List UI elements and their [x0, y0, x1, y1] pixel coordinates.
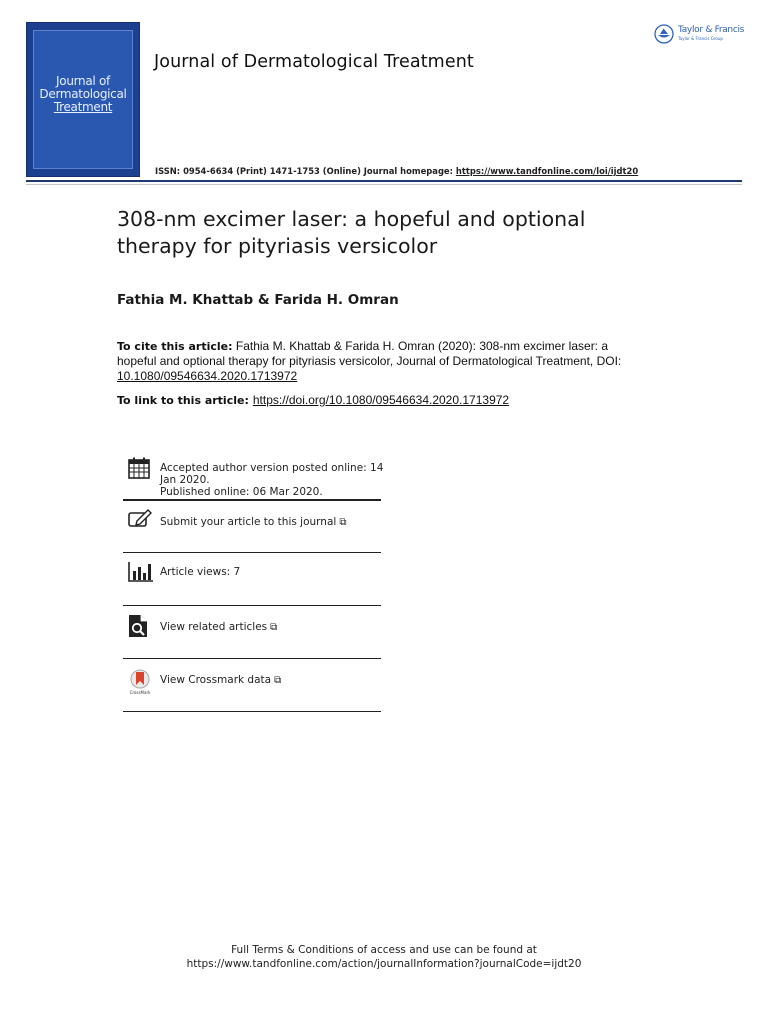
issn-line: ISSN: 0954-6634 (Print) 1471-1753 (Online) Journal homepage: https://www.tandfonline.com/loi/ijdt20 [155, 166, 639, 176]
article-authors: Fathia M. Khattab & Farida H. Omran [117, 292, 399, 308]
terms-link[interactable]: https://www.tandfonline.com/action/journalInformation?journalCode=ijdt20 [186, 958, 582, 970]
submit-article-link[interactable]: Submit your article to this journal ⧉ [160, 516, 347, 528]
external-link-icon: ⧉ [339, 517, 347, 528]
bar-chart-icon [128, 562, 154, 582]
article-views[interactable]: Article views: 7 [160, 566, 241, 578]
publisher-name: Taylor & Francis [678, 25, 745, 35]
divider [123, 605, 381, 606]
external-link-icon: ⧉ [274, 675, 282, 686]
divider [123, 711, 381, 712]
published-date: Published online: 06 Mar 2020. [160, 486, 323, 498]
tf-boat-icon [654, 24, 674, 44]
header-rule-secondary [26, 184, 742, 185]
crossmark-link[interactable]: View Crossmark data ⧉ [160, 674, 282, 686]
related-articles-link[interactable]: View related articles ⧉ [160, 621, 278, 633]
journal-title[interactable]: Journal of Dermatological Treatment [154, 52, 474, 72]
crossmark-icon [126, 668, 154, 696]
article-link [117, 393, 509, 407]
cover-title: Journal of Dermatological Treatment [39, 74, 127, 114]
divider [123, 552, 381, 553]
publisher-logo[interactable] [654, 22, 746, 46]
cite-doi-link[interactable]: 10.1080/09546634.2020.1713972 [117, 368, 298, 383]
divider [123, 658, 381, 659]
publisher-group: Taylor & Francis Group [678, 36, 723, 41]
divider [123, 499, 381, 501]
accepted-date: Accepted author version posted online: 14 Jan 2020. Published online: 06 Mar 2020. [160, 462, 384, 498]
external-link-icon: ⧉ [270, 622, 278, 633]
link-label: To link to this article: [117, 394, 249, 407]
svg-text:CrossMark: CrossMark [129, 690, 151, 695]
citation: To cite this article: Fathia M. Khattab & Farida H. Omran (2020): 308-nm excimer laser: a hopeful and optional therapy for pityriasis versicolor, Journal of Dermatological Treatment, DOI: 10.1080/09546634.2020.1713972 [117, 339, 622, 383]
footer-terms: Full Terms & Conditions of access and use can be found at https://www.tandfonline.com/action/journalInformation?journalCode=ijdt20 [0, 943, 768, 971]
article-title: 308-nm excimer laser: a hopeful and optional therapy for pityriasis versicolor [117, 207, 586, 258]
edit-icon [128, 509, 152, 529]
search-document-icon [128, 614, 148, 638]
journal-homepage-link[interactable]: https://www.tandfonline.com/loi/ijdt20 [455, 166, 639, 176]
journal-cover [26, 22, 140, 177]
doi-link[interactable]: https://doi.org/10.1080/09546634.2020.1713972 [252, 393, 510, 407]
calendar-icon [128, 457, 150, 479]
header-rule [26, 180, 742, 182]
cite-label: To cite this article: [117, 340, 233, 353]
